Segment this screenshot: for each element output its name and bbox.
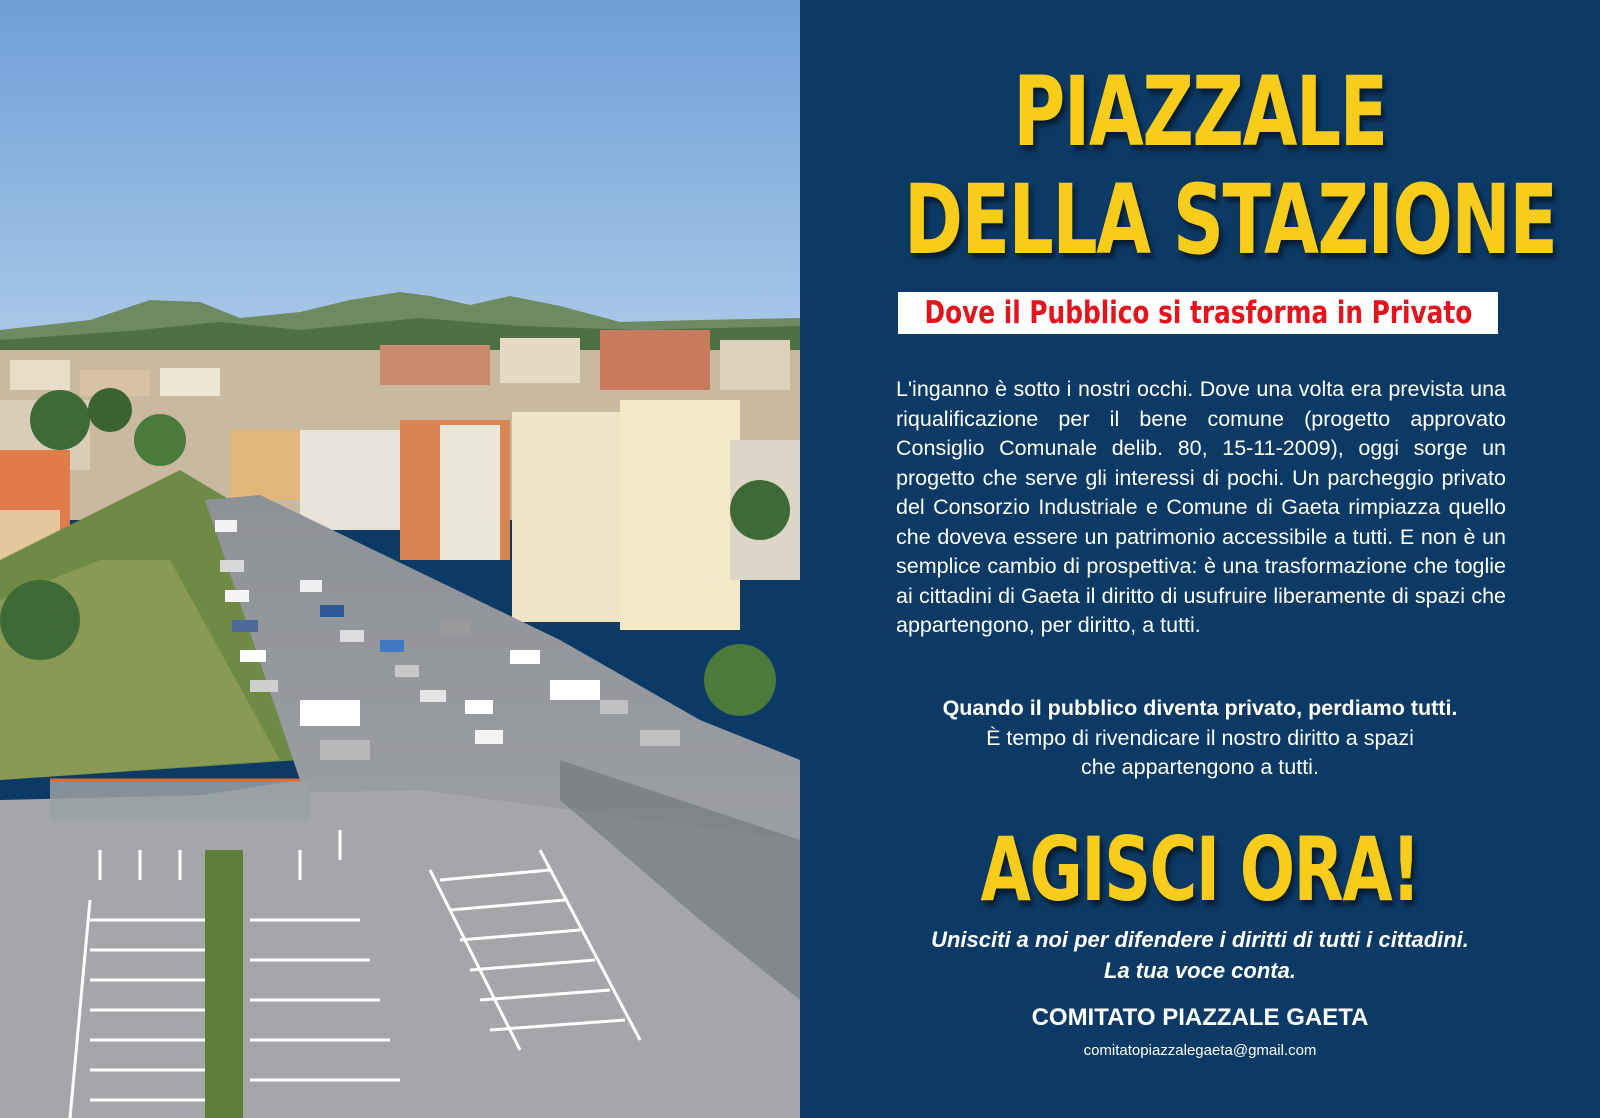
cta-line-2: La tua voce conta. (1104, 958, 1296, 983)
subtitle-banner (898, 292, 1498, 334)
hedge (205, 850, 243, 1118)
text-panel (800, 0, 1600, 1118)
email-address[interactable]: comitatopiazzalegaeta@gmail.com (1083, 1042, 1317, 1059)
committee-name: COMITATO PIAZZALE GAETA (1031, 1004, 1369, 1031)
construction-fence (50, 780, 310, 820)
call-line-3: che appartengono a tutti. (1081, 755, 1319, 779)
body-paragraph: L'inganno è sotto i nostri occhi. Dove una volta era prevista una riqualificazione per il bene comune (progetto approvato Consiglio Comunale delib. 80, 15-11-2009), oggi sorge un progetto che serve gli interessi di pochi. Un parcheggio privato del Consorzio Industriale e Comune di Gaeta rimpiazza quello che doveva essere un patrimonio accessibile a tutti. E non è un semplice cambio di prospettiva: è una trasformazione che toglie ai cittadini di Gaeta il diritto di usufruire liberamente di spazi che appartengono, per diritto, a tutti. (896, 377, 1506, 637)
cta-title: AGISCI ORA! (980, 818, 1420, 921)
call-bold-line: Quando il pubblico diventa privato, perdiamo tutti. (942, 696, 1458, 720)
call-to-reflection (800, 694, 1600, 783)
call-line-2: È tempo di rivendicare il nostro diritto a spazi (986, 725, 1414, 750)
cta-line-1: Unisciti a noi per difendere i diritti di tutti i cittadini. (931, 927, 1469, 952)
subtitle: Dove il Pubblico si trasforma in Privato (924, 295, 1472, 331)
headline-line-2: DELLA STAZIONE (904, 164, 1557, 276)
sky (0, 0, 800, 340)
headline-line-1: PIAZZALE (1013, 56, 1387, 168)
cta-text (800, 924, 1600, 986)
